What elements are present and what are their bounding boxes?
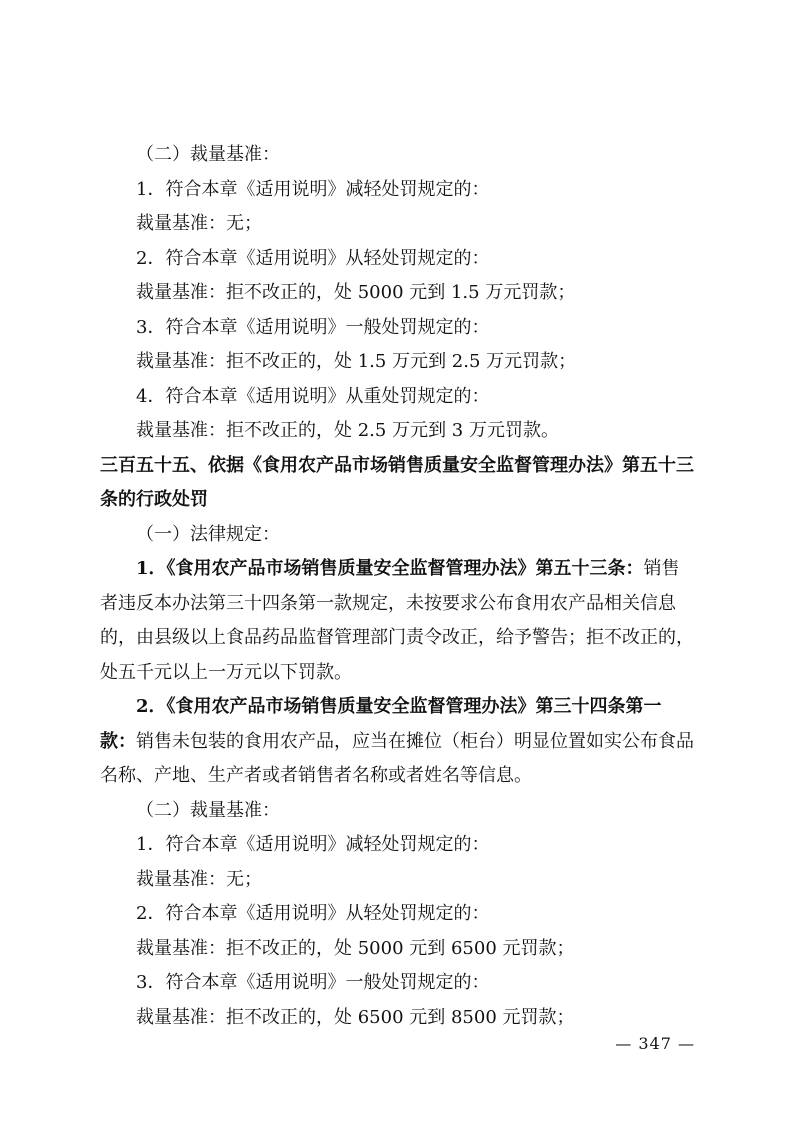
list-item: 2．符合本章《适用说明》从轻处罚规定的： [136,903,490,924]
law-text-1: 销售者违反本办法第三十四条第一款规定，未按要求公布食用农产品相关信息的，由县级以上食品药品监督管理部门责令改正，给予警告；拒不改正的，处五千元以上一万元以下罚款。 [100,558,694,683]
law-citation-1: 1．《食用农产品市场销售质量安全监督管理办法》第五十三条： [136,558,644,579]
list-item: 2．符合本章《适用说明》从轻处罚规定的： [136,247,490,269]
sub-heading-discretion-2: （二）裁量基准： [136,799,280,821]
list-item: 4．符合本章《适用说明》从重处罚规定的： [136,385,490,407]
list-item: 裁量基准：无； [136,868,262,890]
list-item: 3．符合本章《适用说明》一般处罚规定的： [136,972,490,993]
law-citation-2: 2．《食用农产品市场销售质量安全监督管理办法》第三十四条第一款： [100,696,662,752]
sub-heading-legal: （一）法律规定： [136,523,280,545]
page-number: — 347 — [615,1034,695,1053]
list-item: 裁量基准：拒不改正的，处 1.5 万元到 2.5 万元罚款； [136,351,577,372]
page-content [100,138,696,1035]
section-title: 三百五十五、依据《食用农产品市场销售质量安全监督管理办法》第五十三条的行政处罚 [100,454,694,510]
list-item: 裁量基准：拒不改正的，处 5000 元到 1.5 万元罚款； [136,282,576,303]
list-item: 裁量基准：拒不改正的，处 2.5 万元到 3 万元罚款。 [136,420,559,441]
list-item: 3．符合本章《适用说明》一般处罚规定的： [136,316,490,338]
law-text-2: 销售未包装的食用农产品，应当在摊位（柜台）明显位置如实公布食品名称、产地、生产者或者销售者名称或者姓名等信息。 [100,730,694,786]
list-item: 1．符合本章《适用说明》减轻处罚规定的： [136,178,490,200]
sub-heading-discretion-1: （二）裁量基准： [136,144,280,165]
list-item: 1．符合本章《适用说明》减轻处罚规定的： [136,834,490,855]
law-paragraph-1 [100,552,696,690]
list-item: 裁量基准：拒不改正的，处 6500 元到 8500 元罚款； [136,1006,575,1028]
list-item: 裁量基准：拒不改正的，处 5000 元到 6500 元罚款； [136,937,575,959]
list-item: 裁量基准：无； [136,213,262,234]
law-paragraph-2 [100,690,696,794]
